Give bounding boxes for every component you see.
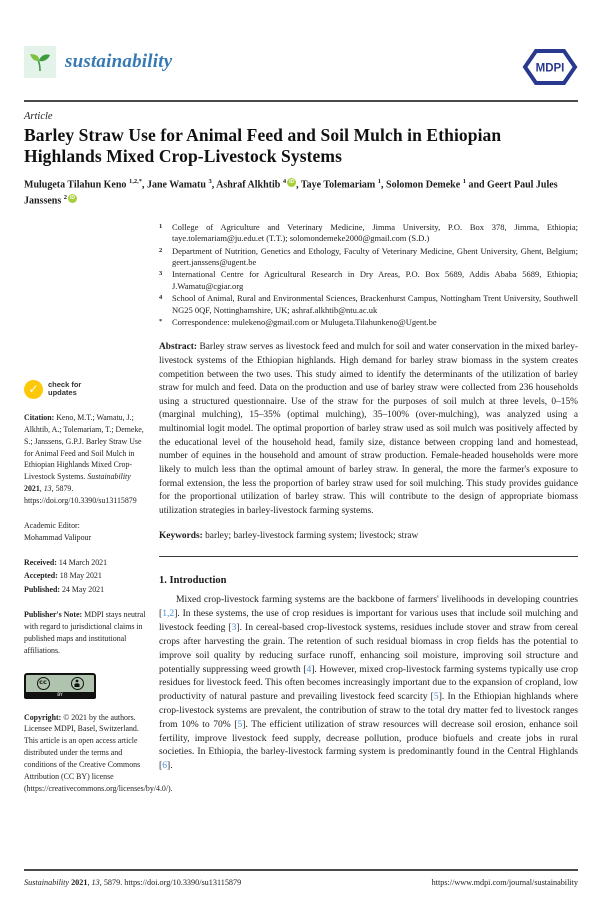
keywords-label: Keywords:: [159, 531, 203, 542]
published-value: 24 May 2021: [61, 585, 105, 595]
paper-title: Barley Straw Use for Animal Feed and Soil Mulch in Ethiopian Highlands Mixed Crop-Livestock Systems: [24, 125, 502, 166]
citation-block: [24, 412, 148, 507]
publishers-note-label: Publisher's Note:: [24, 610, 83, 620]
affiliation-text[interactable]: College of Agriculture and Veterinary Medicine, Jimma University, P.O. Box 378, Jimma, Ethiopia; taye.tolemariam@ju.edu.et (T.T.); solomondemeke2000@gmail.com (S.D.): [172, 221, 578, 244]
updates-line1: check for: [48, 379, 82, 389]
keywords-divider: [159, 556, 578, 557]
main-column: [159, 222, 578, 795]
introduction-heading: 1. Introduction: [159, 575, 227, 587]
keywords-line: [159, 531, 578, 541]
copyright-label: Copyright:: [24, 712, 62, 722]
affiliation-row: [159, 293, 578, 316]
check-for-updates-label: [48, 381, 81, 398]
abstract-text: Barley straw serves as livestock feed and mulch for soil and water conservation in the mixed barley-livestock systems of the Ethiopian highlands. High demand for barley straw biomass in the system creates competition between the two uses. This study aimed to identify the determinants of the utilization of barley straw for mulch and feed. Data on the production and use of barley straw were collected from 236 households using a structured questionnaire. Use of the straw for the purposes of soil mulch at three levels, 0–15% (marginal mulching), 15–35% (optimal mulching), 35–100% (over-mulching), was analyzed using a multinomial logit model. The optimal proportion of barley straw used as soil mulch was positively affected by the educational level of the household head, family size, distance between cropping land and homestead, number of equines in the household and amount of straw production. Female-headed households were more likely to mulch less than the optimal amount of barley straw. In general, the more the farmer's exposure to formal extension, the less the proportion of barley straw used for soil mulching. This study provides guidance for the proportional utilization of barley straw. This will contribute to the design of appropriate biomass utilization strategies in barley-livestock farming systems.: [159, 342, 579, 516]
published-date: [24, 584, 148, 596]
citation-label: Citation:: [24, 412, 55, 422]
affiliation-number: 1: [159, 222, 163, 230]
citation-text[interactable]: Keno, M.T.; Wamatu, J.; Alkhtib, A.; Tolemariam, T.; Demeke, S.; Janssens, G.P.J. Barley Straw Use for Animal Feed and Soil Mulch in Ethiopian Highlands Mixed Crop-Livestock Systems. Sustainability 2021, 13, 5879. https://doi.org/10.3390/su13115879: [24, 412, 144, 505]
seedling-icon: [24, 46, 56, 78]
affiliations-list: [159, 222, 578, 328]
accepted-value: 18 May 2021: [59, 571, 102, 581]
abstract-paragraph: [159, 341, 578, 518]
copyright-text[interactable]: © 2021 by the authors. Licensee MDPI, Basel, Switzerland. This article is an open access article distributed under the terms and conditions of the Creative Commons Attribution (CC BY) license (https://creativecommons.org/licenses/by/4.0/).: [24, 712, 173, 793]
correspondence-text[interactable]: Correspondence: mulekeno@gmail.com or Mulugeta.Tilahunkeno@Ugent.be: [172, 316, 437, 327]
abstract-label: Abstract:: [159, 342, 198, 353]
authors-line: Mulugeta Tilahun Keno $^{1,2,*}$, Jane Wamatu $^3$, Ashraf Alkhtib $^4$ iD , Taye Tolemariam $^1$, Solomon Demeke $^1$ and Geert Paul Jules Janssens $^2$ iD: [24, 178, 558, 206]
academic-editor-label: Academic Editor:: [24, 520, 80, 530]
updates-line2: updates: [48, 388, 77, 398]
article-type-label: Article: [24, 111, 53, 122]
check-icon: ✓: [24, 380, 43, 399]
introduction-paragraph: Mixed crop-livestock farming systems are the backbone of farmers' livelihoods in developing countries [1,2]. In these systems, the use of crop residues is important for various uses that include soil mulching and livestock feeding [3]. In cereal-based crop-livestock systems, residues include stover and straw from cereal crops after harvesting the grain. The retention of such residual biomass in crop fields has the potential to improve soil quality by reducing surface runoff, enhancing soil moisture, improving soil structure and potentially suppressing weed growth [4]. However, mixed crop-livestock farming systems typically use crop residues for livestock feed. This often becomes increasingly important due to the expansion of cropland, low productivity of natural pasture and prevailing livestock feed scarcity [5]. In the Ethiopian highlands where crop-livestock systems are prevalent, the contribution of straw to the total dry matter fed to livestock ranges from 10% to 70% [5]. The efficient utilization of straw resources will decrease soil erosion, enhance soil fertility, improve livestock feed supply, decrease pollution, produce biofuels and create jobs in rural societies. In Ethiopia, the barley-livestock farming system is predominantly found in the Central Highlands [6].: [159, 594, 579, 772]
journal-header: [24, 46, 578, 102]
citation-ref[interactable]: 1,2: [162, 608, 175, 620]
svg-text:MDPI: MDPI: [535, 62, 565, 75]
cc-by-bar: BY: [24, 692, 96, 699]
affiliation-row: [159, 222, 578, 245]
academic-editor-block: [24, 520, 148, 544]
citation-ref[interactable]: 5: [433, 691, 439, 703]
content-columns: [24, 222, 578, 795]
accepted-date: [24, 570, 148, 582]
journal-name: sustainability: [65, 51, 173, 72]
orcid-icon[interactable]: iD: [70, 194, 75, 201]
accepted-label: Accepted:: [24, 571, 58, 581]
affiliation-text[interactable]: International Centre for Agricultural Research in Dry Areas, P.O. Box 5689, Addis Ababa 5689, Ethiopia; J.Wamatu@cgiar.org: [172, 269, 578, 291]
publishers-note-block: [24, 609, 148, 656]
footer-citation[interactable]: Sustainability 2021, 13, 5879. https://doi.org/10.3390/su13115879: [24, 878, 242, 887]
citation-ref[interactable]: 3: [231, 622, 237, 634]
affiliation-row: [159, 246, 578, 269]
affiliation-number: 2: [159, 246, 163, 254]
affiliation-number: 4: [159, 294, 163, 302]
citation-ref[interactable]: 5: [237, 718, 243, 730]
received-value: 14 March 2021: [58, 557, 108, 567]
affiliation-text[interactable]: Department of Nutrition, Genetics and Ethology, Faculty of Veterinary Medicine, Ghent University, Ghent, Belgium; geert.janssens@ugent.be: [172, 245, 578, 268]
citation-ref[interactable]: 6: [162, 760, 167, 772]
cc-by-license-badge[interactable]: [24, 673, 96, 699]
received-date: [24, 557, 148, 569]
academic-editor-name: Mohammad Valipour: [24, 532, 92, 542]
published-label: Published:: [24, 585, 60, 595]
check-for-updates-button[interactable]: [24, 380, 100, 399]
affiliation-row: [159, 269, 578, 292]
citation-ref[interactable]: 4: [306, 663, 312, 675]
copyright-block: [24, 712, 173, 795]
publishers-note-text: MDPI stays neutral with regard to jurisdictional claims in published maps and institutional affiliations.: [24, 610, 146, 655]
keywords-text: barley; barley-livestock farming system; livestock; straw: [205, 531, 419, 542]
correspondence-marker: *: [159, 317, 163, 325]
dates-block: [24, 557, 148, 597]
footer-journal-url[interactable]: https://www.mdpi.com/journal/sustainability: [431, 878, 578, 887]
journal-logo: [24, 46, 172, 78]
person-icon: [71, 677, 84, 690]
cc-icon: cc: [37, 677, 50, 690]
affiliation-text[interactable]: School of Animal, Rural and Environmental Sciences, Brackenhurst Campus, Nottingham Trent University, Southwell NG25 0QF, Nottinghamshire, UK; ashraf.alkhtib@ntu.ac.uk: [172, 293, 578, 315]
affiliation-number: 3: [159, 270, 163, 278]
correspondence-row: [159, 317, 578, 328]
page-footer: [24, 869, 578, 887]
mdpi-logo-icon[interactable]: [522, 48, 578, 91]
received-label: Received:: [24, 557, 57, 567]
orcid-icon[interactable]: iD: [289, 179, 295, 186]
